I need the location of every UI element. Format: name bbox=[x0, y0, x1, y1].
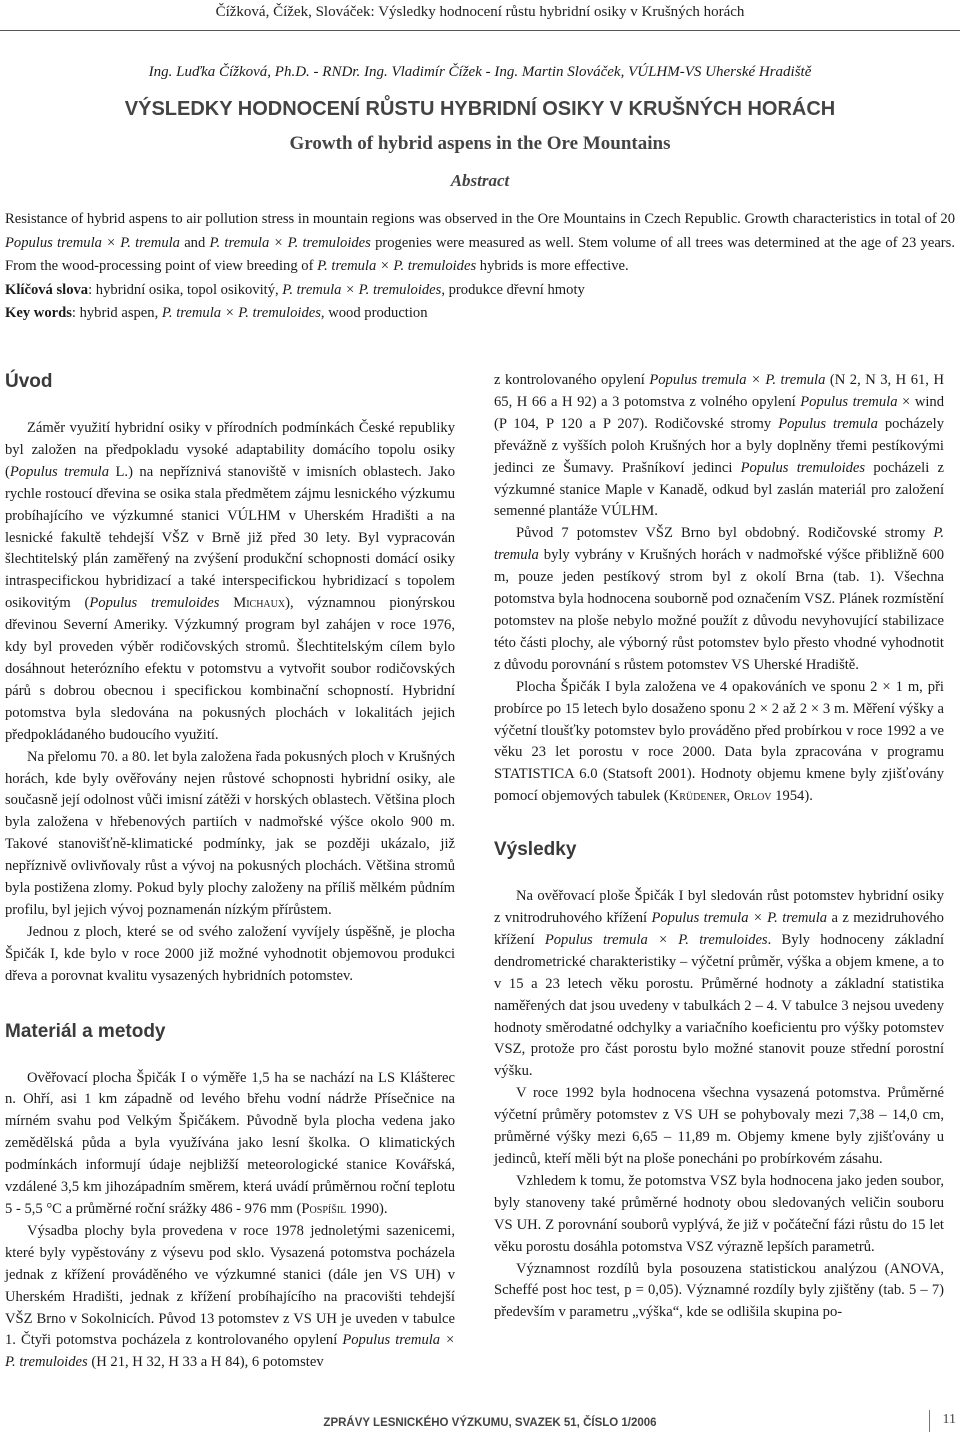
paragraph: Na ověřovací ploše Špičák I byl sledován růst potomstev hybridní osiky z vnitrodruhového křížení Populus tremula × P. tremula a z mezidruhového křížení Populus tremula × P. tremuloides. Byly hodnoceny základní dendrometrické charakteristiky – výčetní průměr, výška a objem kmene, a to v 15 a 23 letech věku porostu. Průměrné hodnoty a základní statistika naměřených dat jsou uvedeny v tabulkách 2 – 4. V tabulce 3 nejsou uvedeny hodnoty směrodatné odchylky a variačního koeficientu pro výšky potomstev VSZ, protože pro část porostu bylo možné stanovit pouze střední porostní výšku. bbox=[494, 888, 944, 1080]
section-heading-uvod: Úvod bbox=[5, 371, 53, 392]
abstract-text: Resistance of hybrid aspens to air pollution stress in mountain regions was observed in the Ore Mountains in Czech Republic. Growth characteristics in total of 20 Populus tremula × P. tremula and P. tremula × P. tremuloides progenies were measured as well. Stem volume of all trees was determined at the age of 23 years. From the wood-processing point of view breeding of P. tremula × P. tremuloides hybrids is more effective. bbox=[5, 211, 955, 274]
paragraph: Jednou z ploch, které se od svého založení vyvíjely úspěšně, je plocha Špičák I, kde bylo v roce 2000 již možné vyhodnotit objemovou produkci dřeva a porovnat kvalitu vysazených hybridních potomstev. bbox=[5, 923, 455, 984]
paragraph: z kontrolovaného opylení Populus tremula × P. tremula (N 2, N 3, H 61, H 65, H 66 a H 92) a 3 potomstva z volného opylení Populus tremula × wind (P 104, P 120 a P 207). Rodičovské stromy Populus tremula pocházely převážně z vyšších poloh Krušných hor a byly doplněny třemi pestíkovými jedinci ze Šumavy. Prašníkoví jedinci Populus tremuloides pocházeli z výzkumné stanice Maple v Kanadě, odkud byl zaslán materiál pro založení semenné plantáže VÚLHM. bbox=[494, 372, 945, 520]
header-rule bbox=[0, 30, 960, 31]
right-column bbox=[494, 370, 944, 1324]
title-english: Growth of hybrid aspens in the Ore Mountains bbox=[289, 133, 671, 154]
abstract-heading: Abstract bbox=[450, 171, 510, 190]
paragraph: Výsadba plochy byla provedena v roce 1978 jednoletými sazenicemi, které byly vypěstovány z výsevu pod sklo. Vysazená potomstva pocházela jednak z křížení prováděného ve výzkumné stanici (dále jen VS UH) v Uherském Hradišti, jednak z křížení probíhajícího na pracovišti tehdejší VŠZ Brno v Sokolnicích. Původ 13 potomstev z VS UH je uveden v tabulce 1. Čtyři potomstva pocházela z kontrolovaného opylení Populus tremula × P. tremuloides (H 21, H 32, H 33 a H 84), 6 potomstev bbox=[5, 1222, 456, 1371]
abstract bbox=[5, 208, 955, 326]
paragraph: Záměr využití hybridní osiky v přírodních podmínkách České republiky byl založen na předpokladu vysoké adaptability domácího topolu osiky (Populus tremula L.) na nepříznivá stanoviště v imisních oblastech. Jako rychle rostoucí dřevina se osika stala předmětem zájmu lesnického výzkumu probíhajícího ve výzkumné stanici VÚLHM v Uherském Hradišti a na lesnické fakultě tehdejší VŠZ v Brně již před 30 lety. Byl vypracován šlechtitelský plán zaměřený na zvýšení produkční schopnosti domácí osiky intraspecifickou hybridizací a také interspecifickou hybridizací s topolem osikovitým (Populus tremuloides Michaux), významnou pionýrskou dřevinou Severní Ameriky. Výzkumný program byl zahájen v roce 1976, kdy byl proveden výběr rodičovských stromů. Šlechtitelským cílem bylo dosáhnout heterózního efektu v potomstvu a vytvořit soubor rodičovských párů s dobrou obecnou i specifickou kombinační schopností. Hybridní potomstva byla sledována na pokusných plochách v lokalitách jejich předpokládaného budoucího využití. bbox=[5, 420, 456, 743]
paragraph: Vzhledem k tomu, že potomstva VSZ byla hodnocena jako jeden soubor, byly stanoveny také průměrné hodnoty obou sledovaných veličin souboru VS UH. Z porovnání souborů vyplývá, že již v počáteční fázi růstu do 15 let věku porostu dosáhla potomstva VSZ výrazně lepších parametrů. bbox=[494, 1172, 944, 1255]
paragraph: Plocha Špičák I byla založena ve 4 opakováních ve sponu 2 × 1 m, při probírce po 15 letech bylo dosaženo sponu 2 × 2 až 2 × 3 m. Měření výšky a výčetní tloušťky potomstev bylo prováděno před probírkou v roce 1992 a ve věku 23 let porostu v roce 2000. Data byla zpracována v programu STATISTICA 6.0 (Statsoft 2001). Hodnoty objemu kmene byly zjišťovány pomocí objemových tabulek (Krüdener, Orlov 1954). bbox=[494, 678, 944, 805]
authors: Ing. Luďka Čížková, Ph.D. - RNDr. Ing. Vladimír Čížek - Ing. Martin Slováček, VÚLHM-VS Uherské Hradiště bbox=[148, 64, 812, 80]
keywords-english: Key words: hybrid aspen, P. tremula × P. tremuloides, wood production bbox=[5, 305, 428, 321]
section-heading-material: Materiál a metody bbox=[5, 1020, 166, 1042]
paragraph: Ověřovací plocha Špičák I o výměře 1,5 ha se nachází na LS Klášterec n. Ohří, asi 1 km západně od levého břehu vodní nádrže Přísečnice na mírném svahu pod Velkým Špičákem. Původně byla plocha vedena jako zemědělská půda a byla využívána jako lesní školka. O klimatických podmínkách informují údaje nejbližší meteorologické stanice Kovářská, vzdálené 3,5 km jihozápadním směrem, která uvádí průměrnou roční teplotu 5 - 5,5 °C a průměrné roční srážky 486 - 976 mm (Pospíšil 1990). bbox=[5, 1069, 455, 1217]
running-header-text: Čížková, Čížek, Slováček: Výsledky hodnocení růstu hybridní osiky v Krušných horách bbox=[215, 4, 745, 20]
running-header bbox=[0, 0, 960, 34]
paragraph: Původ 7 potomstev VŠZ Brno byl obdobný. Rodičovské stromy P. tremula byly vybrány v Krušných horách v nadmořské výšce přibližně 600 m, pouze jeden pestíkový strom byl z okolí Brna (tab. 1). Všechna potomstva byla hodnocena souborně pod označením VSZ. Plánek rozmístění potomstev na ploše nebylo možné použít z důvodu nevyhovující stabilizace této části plochy, ale výborný růst potomstev bylo přesto vhodné vyhodnotit z důvodu porovnání s růstem potomstev VS Uherské Hradiště. bbox=[494, 525, 944, 673]
keywords-czech: Klíčová slova: hybridní osika, topol osikovitý, P. tremula × P. tremuloides, produkce dřevní hmoty bbox=[5, 281, 585, 298]
footer bbox=[0, 1412, 960, 1430]
paragraph: Významnost rozdílů byla posouzena statistickou analýzou (ANOVA, Scheffé post hoc test, p = 0,05). Významné rozdíly byly zjištěny (tab. 5 – 7) především v parametru „výška“, kde se odlišila skupina po- bbox=[494, 1260, 944, 1321]
paragraph: V roce 1992 byla hodnocena všechna vysazená potomstva. Průměrné výčetní průměry potomstev z VS UH se pohybovaly mezi 7,38 – 14,0 cm, průměrné výšky mezi 6,65 – 11,89 m. Objemy kmene byly zjišťovány u jedinců, kteří měli být na ploše ponecháni po probírkovém zásahu. bbox=[494, 1085, 944, 1167]
page-number: 11 bbox=[942, 1412, 956, 1427]
title-czech: VÝSLEDKY HODNOCENÍ RŮSTU HYBRIDNÍ OSIKY V KRUŠNÝCH HORÁCH bbox=[124, 98, 836, 120]
section-heading-vysledky: Výsledky bbox=[494, 839, 577, 861]
paragraph: Na přelomu 70. a 80. let byla založena řada pokusných ploch v Krušných horách, kde byly ověřovány nejen růstové schopnosti hybridní osiky, ale současně její odolnost vůči imisní zátěži v horských oblastech. Většina ploch byla založena v hřebenových partiích v nadmořské výšce okolo 900 m. Takové stanovišťně-klimatické podmínky, jak se později ukázalo, již nepříznivě ovlivňovaly růst a vývoj na pokusných plochách. Většina stromů byla postižena zlomy. Pokud byly plochy založeny na příliš mělkém půdním profilu, byl jejich vývoj poznamenán nízkým přírůstem. bbox=[5, 748, 456, 918]
footer-journal: ZPRÁVY LESNICKÉHO VÝZKUMU, SVAZEK 51, ČÍSLO 1/2006 bbox=[323, 1417, 657, 1429]
left-column bbox=[5, 370, 455, 1374]
footer-divider bbox=[929, 1410, 930, 1432]
